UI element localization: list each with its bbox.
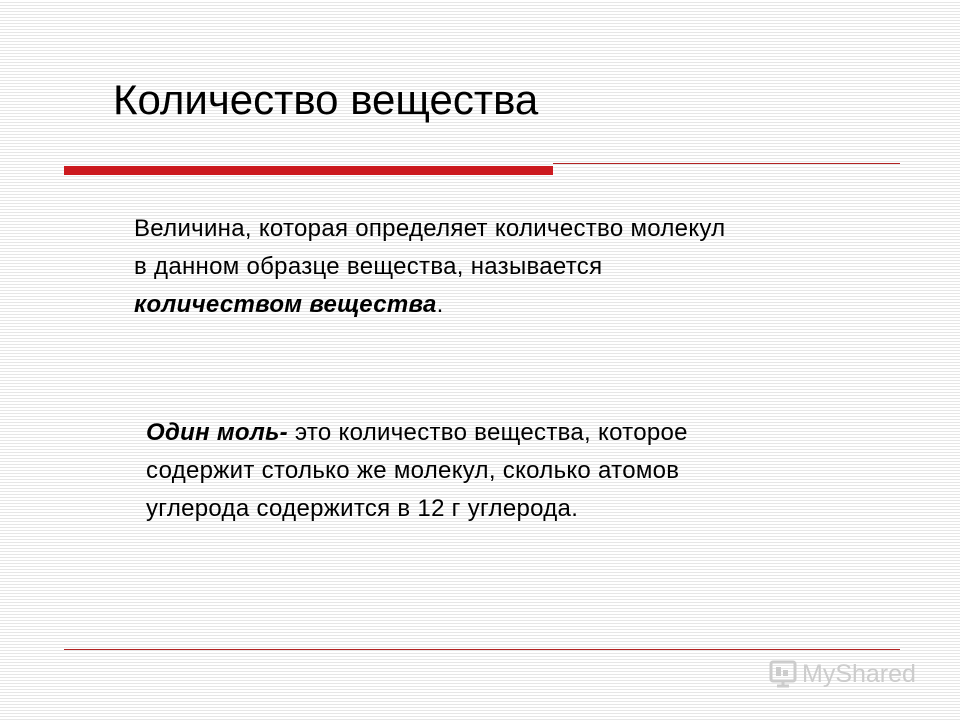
- definition-term: количеством вещества: [134, 291, 437, 318]
- presentation-icon: [768, 659, 798, 689]
- title-underline-thin: [553, 163, 900, 164]
- definition-text: Величина, которая определяет количество молекул в данном образце вещества, называется: [134, 215, 726, 280]
- mole-text: это количество вещества, которое содержит столько же молекул, сколько атомов углерода содержится в 12 г углерода.: [146, 419, 688, 522]
- definition-paragraph: [134, 210, 744, 324]
- slide-title: Количество вещества: [113, 76, 539, 123]
- definition-tail: .: [436, 291, 444, 318]
- footer-rule: [64, 649, 900, 650]
- watermark: [768, 656, 916, 692]
- title-underline-thick: [64, 166, 553, 175]
- mole-term: Один моль-: [146, 419, 288, 446]
- mole-paragraph: [146, 414, 716, 528]
- watermark-text: MyShared: [802, 659, 916, 688]
